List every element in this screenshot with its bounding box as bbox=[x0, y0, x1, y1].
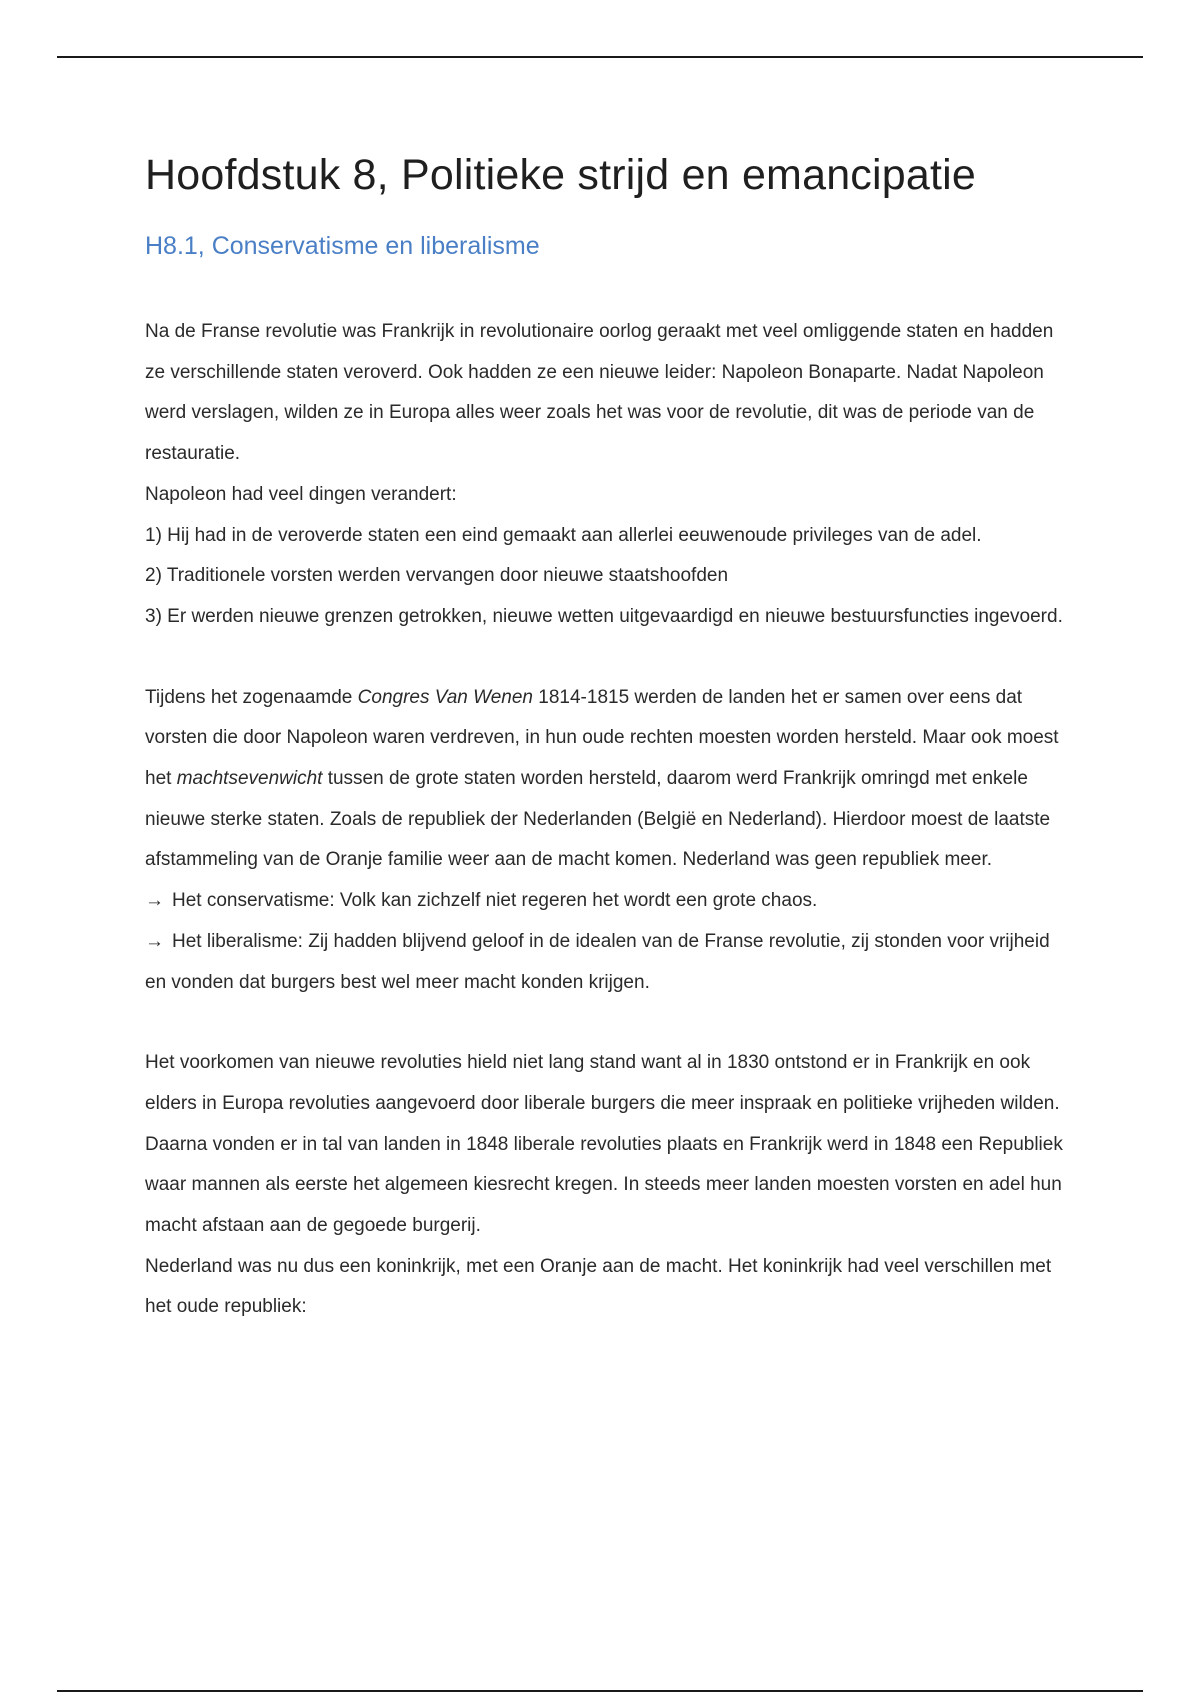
congress-term: Congres Van Wenen bbox=[357, 686, 533, 708]
chapter-title: Hoofdstuk 8, Politieke strijd en emancipatie bbox=[145, 151, 977, 199]
arrow-right-icon: → bbox=[145, 890, 164, 912]
changes-intro: Napoleon had veel dingen verandert: bbox=[145, 483, 457, 505]
paragraph-gap bbox=[145, 638, 1075, 678]
conservatism-line bbox=[145, 881, 1075, 922]
kingdom-paragraph: Nederland was nu dus een koninkrijk, met een Oranje aan de macht. Het koninkrijk had veel verschillen met het oude republiek: bbox=[145, 1255, 1052, 1318]
change-item-2: 2) Traditionele vorsten werden vervangen door nieuwe staatshoofden bbox=[145, 565, 729, 587]
document-page bbox=[145, 140, 1075, 1328]
congress-text-part2: 1814-1815 werden de landen het er samen over eens dat vorsten die door Napoleon waren verdreven, in hun oude rechten moesten worden hersteld. Maar ook moest het bbox=[145, 686, 1059, 790]
change-item-3: 3) Er werden nieuwe grenzen getrokken, nieuwe wetten uitgevaardigd en nieuwe bestuursfuncties ingevoerd. bbox=[145, 605, 1063, 627]
liberalism-text: Het liberalisme: Zij hadden blijvend geloof in de idealen van de Franse revolutie, zij stonden voor vrijheid en vonden dat burgers best wel meer macht konden krijgen. bbox=[145, 930, 1050, 993]
congress-paragraph bbox=[145, 678, 1075, 882]
arrow-right-icon: → bbox=[145, 930, 164, 952]
document-body bbox=[145, 312, 1075, 1328]
revolutions-paragraph: Het voorkomen van nieuwe revoluties hield niet lang stand want al in 1830 ontstond er in Frankrijk en ook elders in Europa revoluties aangevoerd door liberale burgers die meer inspraak en politieke vrijheden wilden. Daarna vonden er in tal van landen in 1848 liberale revoluties plaats en Frankrijk werd in 1848 een Republiek waar mannen als eerste het algemeen kiesrecht kregen. In steeds meer landen moesten vorsten en adel hun macht afstaan aan de gegoede burgerij. bbox=[145, 1052, 1063, 1237]
intro-paragraph: Na de Franse revolutie was Frankrijk in revolutionaire oorlog geraakt met veel omliggende staten en hadden ze verschillende staten veroverd. Ook hadden ze een nieuwe leider: Napoleon Bonaparte. Nadat Napoleon werd verslagen, wilden ze in Europa alles weer zoals het was voor de revolutie, dit was de periode van de restauratie. bbox=[145, 321, 1054, 465]
balance-term: machtsevenwicht bbox=[176, 768, 323, 790]
bottom-rule bbox=[57, 1690, 1143, 1692]
liberalism-line bbox=[145, 922, 1075, 1003]
section-heading: H8.1, Conservatisme en liberalisme bbox=[145, 232, 540, 260]
top-rule bbox=[57, 56, 1143, 58]
congress-text-part3: tussen de grote staten worden hersteld, daarom werd Frankrijk omringd met enkele nieuwe sterke staten. Zoals de republiek der Nederlanden (België en Nederland). Hierdoor moest de laatste afstammeling van de Oranje familie weer aan de macht komen. Nederland was geen republiek meer. bbox=[145, 768, 1051, 871]
paragraph-gap bbox=[145, 1003, 1075, 1043]
change-item-1: 1) Hij had in de veroverde staten een eind gemaakt aan allerlei eeuwenoude privileges van de adel. bbox=[145, 524, 982, 546]
conservatism-text: Het conservatisme: Volk kan zichzelf niet regeren het wordt een grote chaos. bbox=[172, 890, 818, 912]
congress-text-part1: Tijdens het zogenaamde bbox=[145, 686, 358, 708]
